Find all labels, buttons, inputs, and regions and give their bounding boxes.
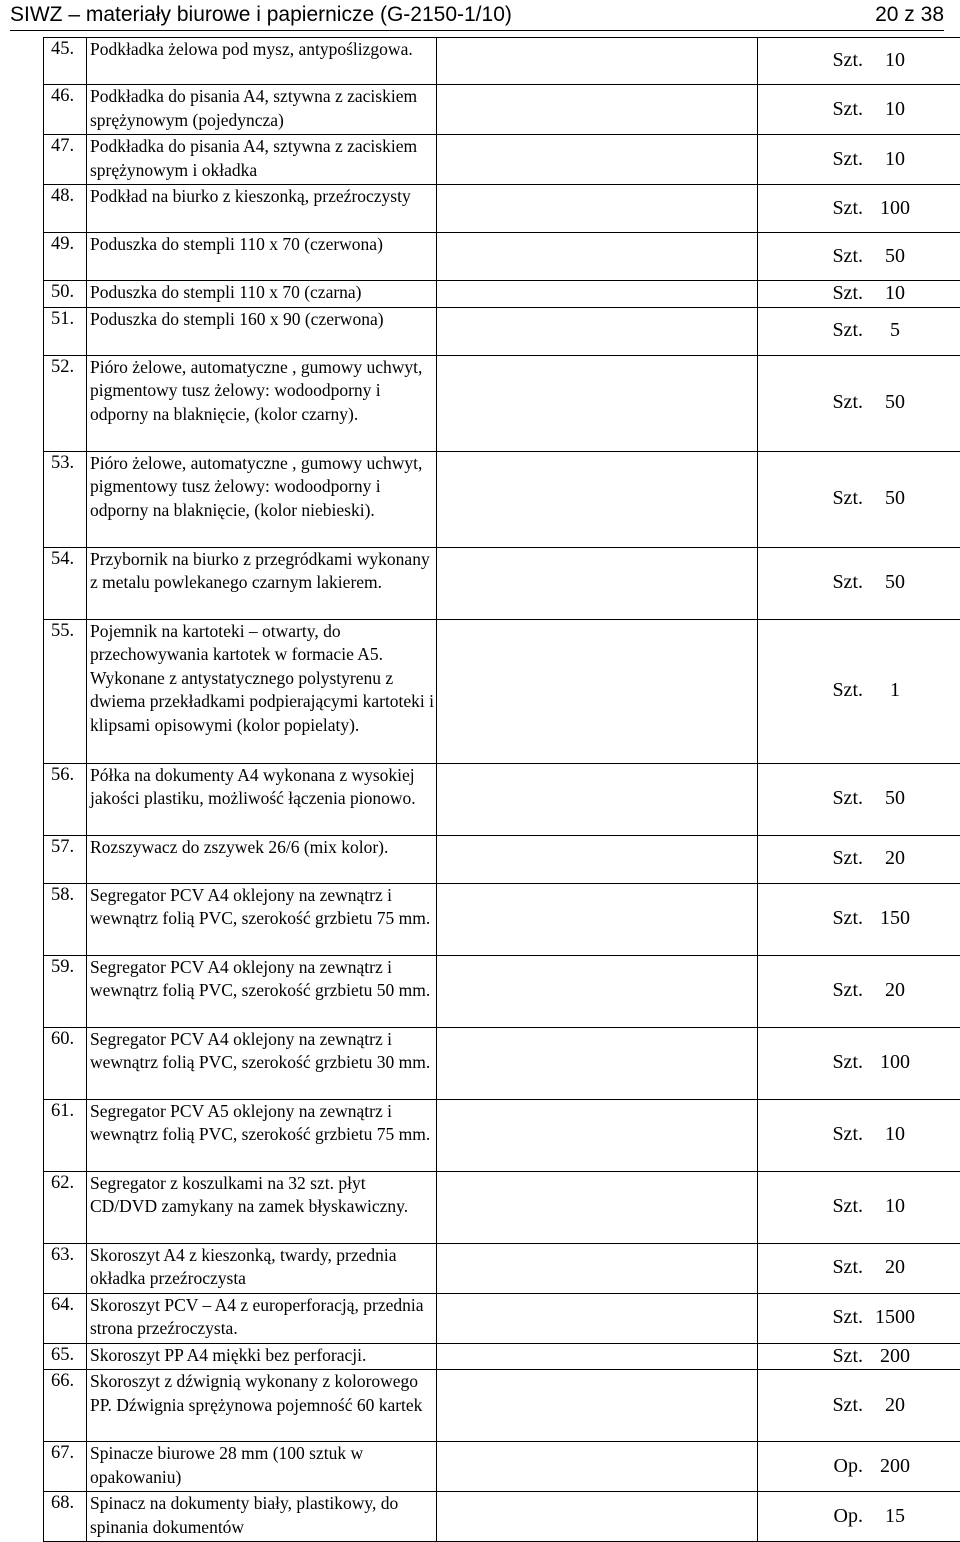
item-quantity: 50 [863,391,927,415]
empty-cell [437,763,758,835]
item-description: Poduszka do stempli 110 x 70 (czerwona) [87,233,437,281]
table-row [44,38,960,85]
table-row [44,1442,960,1492]
item-number: 66. [44,1370,87,1442]
item-unit: Szt. [758,148,863,172]
empty-cell [437,1099,758,1171]
item-quantity: 50 [863,787,927,811]
item-description: Pojemnik na kartoteki – otwarty, do przechowywania kartotek w formacie A5. Wykonane z antystatycznego polystyrenu z dwiema przekładkami podpierającymi kartoteki i klipsami opisowymi (kolor popielaty). [87,619,437,763]
unit-quantity-cell [758,281,960,308]
item-quantity: 15 [863,1505,927,1529]
unit-quantity-cell [758,85,960,135]
item-number: 61. [44,1099,87,1171]
table-row [44,619,960,763]
empty-cell [437,185,758,233]
item-description: Podkładka do pisania A4, sztywna z zaciskiem sprężynowym i okładka [87,135,437,185]
item-unit: Szt. [758,282,863,306]
item-unit: Szt. [758,1123,863,1147]
unit-quantity-cell [758,1027,960,1099]
unit-quantity-cell [758,955,960,1027]
table-row [44,1171,960,1243]
item-description: Pióro żelowe, automatyczne , gumowy uchwyt, pigmentowy tusz żelowy: wodoodporny i odporny na blaknięcie, (kolor niebieski). [87,451,437,547]
table-row [44,1099,960,1171]
empty-cell [437,1243,758,1293]
item-description: Spinacze biurowe 28 mm (100 sztuk w opakowaniu) [87,1442,437,1492]
item-description: Półka na dokumenty A4 wykonana z wysokiej jakości plastiku, możliwość łączenia pionowo. [87,763,437,835]
table-row [44,135,960,185]
empty-cell [437,307,758,355]
item-description: Poduszka do stempli 160 x 90 (czerwona) [87,307,437,355]
item-number: 55. [44,619,87,763]
item-quantity: 20 [863,1394,927,1418]
item-number: 65. [44,1343,87,1370]
item-number: 62. [44,1171,87,1243]
table-row [44,185,960,233]
item-number: 53. [44,451,87,547]
item-quantity: 1500 [863,1306,927,1330]
empty-cell [437,85,758,135]
item-description: Podkładka do pisania A4, sztywna z zaciskiem sprężynowym (pojedyncza) [87,85,437,135]
item-quantity: 10 [863,98,927,122]
empty-cell [437,233,758,281]
item-number: 54. [44,547,87,619]
item-number: 68. [44,1492,87,1542]
empty-cell [437,955,758,1027]
item-description: Skoroszyt z dźwignią wykonany z kolorowego PP. Dźwignia sprężynowa pojemność 60 kartek [87,1370,437,1442]
item-quantity: 50 [863,487,927,511]
unit-quantity-cell [758,135,960,185]
item-unit: Szt. [758,98,863,122]
item-description: Poduszka do stempli 110 x 70 (czarna) [87,281,437,308]
item-unit: Szt. [758,1345,863,1369]
unit-quantity-cell [758,883,960,955]
unit-quantity-cell [758,1293,960,1343]
table-row [44,955,960,1027]
table-row [44,1343,960,1370]
item-description: Spinacz na dokumenty biały, plastikowy, do spinania dokumentów [87,1492,437,1542]
item-number: 63. [44,1243,87,1293]
unit-quantity-cell [758,1492,960,1542]
item-number: 49. [44,233,87,281]
item-quantity: 100 [863,197,927,221]
item-quantity: 50 [863,245,927,269]
unit-quantity-cell [758,1171,960,1243]
unit-quantity-cell [758,451,960,547]
unit-quantity-cell [758,1370,960,1442]
empty-cell [437,1370,758,1442]
unit-quantity-cell [758,763,960,835]
item-description: Segregator PCV A4 oklejony na zewnątrz i wewnątrz folią PVC, szerokość grzbietu 30 mm. [87,1027,437,1099]
table-row [44,1370,960,1442]
page-number: 20 z 38 [875,0,944,30]
item-description: Podkładka żelowa pod mysz, antypoślizgowa. [87,38,437,85]
item-number: 56. [44,763,87,835]
item-description: Skoroszyt PP A4 miękki bez perforacji. [87,1343,437,1370]
item-description: Skoroszyt A4 z kieszonką, twardy, przednia okładka przeźroczysta [87,1243,437,1293]
table-row [44,85,960,135]
item-quantity: 200 [863,1345,927,1369]
unit-quantity-cell [758,619,960,763]
empty-cell [437,835,758,883]
item-number: 50. [44,281,87,308]
item-unit: Szt. [758,319,863,343]
unit-quantity-cell [758,547,960,619]
item-unit: Szt. [758,1051,863,1075]
empty-cell [437,135,758,185]
unit-quantity-cell [758,38,960,85]
table-row [44,355,960,451]
table-row [44,1492,960,1542]
item-number: 57. [44,835,87,883]
table-row [44,547,960,619]
item-quantity: 20 [863,1256,927,1280]
item-description: Segregator PCV A4 oklejony na zewnątrz i wewnątrz folią PVC, szerokość grzbietu 75 mm. [87,883,437,955]
empty-cell [437,1171,758,1243]
empty-cell [437,281,758,308]
item-quantity: 100 [863,1051,927,1075]
item-quantity: 200 [863,1455,927,1479]
table-row [44,1243,960,1293]
item-unit: Szt. [758,979,863,1003]
item-quantity: 10 [863,1123,927,1147]
item-quantity: 10 [863,148,927,172]
item-quantity: 20 [863,847,927,871]
unit-quantity-cell [758,1099,960,1171]
item-number: 51. [44,307,87,355]
item-number: 52. [44,355,87,451]
page-header [10,0,944,31]
empty-cell [437,619,758,763]
unit-quantity-cell [758,355,960,451]
item-number: 47. [44,135,87,185]
empty-cell [437,451,758,547]
unit-quantity-cell [758,1243,960,1293]
empty-cell [437,1027,758,1099]
item-number: 46. [44,85,87,135]
table-row [44,451,960,547]
item-number: 58. [44,883,87,955]
table-row [44,763,960,835]
table-row [44,281,960,308]
item-unit: Szt. [758,847,863,871]
item-quantity: 5 [863,319,927,343]
item-unit: Szt. [758,679,863,703]
item-number: 64. [44,1293,87,1343]
item-unit: Szt. [758,1195,863,1219]
table-row [44,233,960,281]
item-number: 48. [44,185,87,233]
item-description: Segregator PCV A4 oklejony na zewnątrz i wewnątrz folią PVC, szerokość grzbietu 50 mm. [87,955,437,1027]
item-unit: Szt. [758,571,863,595]
empty-cell [437,547,758,619]
item-unit: Szt. [758,787,863,811]
item-description: Przybornik na biurko z przegródkami wykonany z metalu powlekanego czarnym lakierem. [87,547,437,619]
item-description: Podkład na biurko z kieszonką, przeźroczysty [87,185,437,233]
item-unit: Szt. [758,1306,863,1330]
empty-cell [437,1492,758,1542]
item-unit: Szt. [758,907,863,931]
table-row [44,1293,960,1343]
item-unit: Op. [758,1505,863,1529]
unit-quantity-cell [758,233,960,281]
empty-cell [437,38,758,85]
unit-quantity-cell [758,185,960,233]
empty-cell [437,1343,758,1370]
item-description: Pióro żelowe, automatyczne , gumowy uchwyt, pigmentowy tusz żelowy: wodoodporny i odporny na blaknięcie, (kolor czarny). [87,355,437,451]
unit-quantity-cell [758,307,960,355]
item-description: Segregator PCV A5 oklejony na zewnątrz i wewnątrz folią PVC, szerokość grzbietu 75 mm. [87,1099,437,1171]
unit-quantity-cell [758,835,960,883]
item-quantity: 1 [863,679,927,703]
document-title: SIWZ – materiały biurowe i papiernicze (G-2150-1/10) [10,0,512,30]
item-quantity: 150 [863,907,927,931]
item-description: Rozszywacz do zszywek 26/6 (mix kolor). [87,835,437,883]
table-row [44,307,960,355]
item-quantity: 10 [863,49,927,73]
item-quantity: 10 [863,1195,927,1219]
item-number: 59. [44,955,87,1027]
table-row [44,835,960,883]
item-number: 67. [44,1442,87,1492]
item-description: Segregator z koszulkami na 32 szt. płyt CD/DVD zamykany na zamek błyskawiczny. [87,1171,437,1243]
item-number: 60. [44,1027,87,1099]
item-unit: Szt. [758,391,863,415]
item-unit: Szt. [758,1394,863,1418]
table-row [44,883,960,955]
unit-quantity-cell [758,1442,960,1492]
item-unit: Szt. [758,49,863,73]
item-quantity: 10 [863,282,927,306]
item-description: Skoroszyt PCV – A4 z europerforacją, przednia strona przeźroczysta. [87,1293,437,1343]
item-unit: Szt. [758,197,863,221]
item-unit: Szt. [758,487,863,511]
item-unit: Szt. [758,1256,863,1280]
item-quantity: 20 [863,979,927,1003]
table-row [44,1027,960,1099]
item-quantity: 50 [863,571,927,595]
empty-cell [437,355,758,451]
empty-cell [437,1293,758,1343]
empty-cell [437,883,758,955]
unit-quantity-cell [758,1343,960,1370]
empty-cell [437,1442,758,1492]
items-table [43,37,960,1542]
item-number: 45. [44,38,87,85]
item-unit: Op. [758,1455,863,1479]
item-unit: Szt. [758,245,863,269]
